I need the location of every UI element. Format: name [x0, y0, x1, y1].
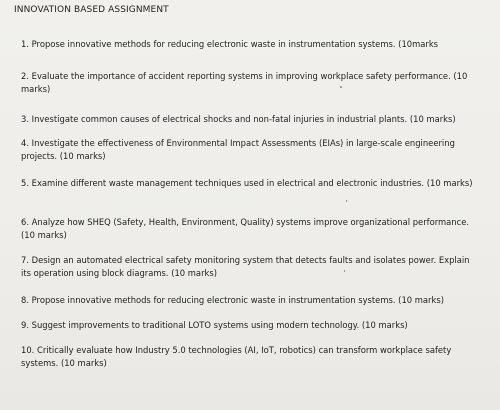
- assignment-item-3: 3. Investigate common causes of electrical shocks and non-fatal injuries in industrial plants. (10 marks): [21, 114, 456, 124]
- assignment-item-6: 6. Analyze how SHEQ (Safety, Health, Environment, Quality) systems improve organizational performance. (10 marks): [21, 217, 470, 240]
- assignment-item-1: 1. Propose innovative methods for reducing electronic waste in instrumentation systems. (10marks: [21, 39, 439, 49]
- assignment-item-9: 9. Suggest improvements to traditional LOTO systems using modern technology. (10 marks): [21, 320, 408, 330]
- document-title: INNOVATION BASED ASSIGNMENT: [14, 5, 169, 15]
- assignment-item-2: 2. Evaluate the importance of accident reporting systems in improving workplace safety performance. (10 marks): [21, 71, 468, 94]
- assignment-item-7: 7. Design an automated electrical safety monitoring system that detects faults and isolates power. Explain its operation using block diagrams. (10 marks): [21, 255, 470, 278]
- assignment-item-8: 8. Propose innovative methods for reducing electronic waste in instrumentation systems. (10 marks): [21, 295, 444, 305]
- assignment-item-10: 10. Critically evaluate how Industry 5.0 technologies (AI, IoT, robotics) can transform workplace safety systems. (10 marks): [21, 345, 452, 368]
- assignment-item-5: 5. Examine different waste management techniques used in electrical and electronic industries. (10 marks): [21, 178, 473, 188]
- paper-speck: [340, 86, 342, 88]
- paper-speck: [344, 270, 345, 272]
- paper-speck: [346, 200, 347, 202]
- assignment-item-4: 4. Investigate the effectiveness of Environmental Impact Assessments (EIAs) in large-scale engineering projects. (10 marks): [21, 138, 455, 161]
